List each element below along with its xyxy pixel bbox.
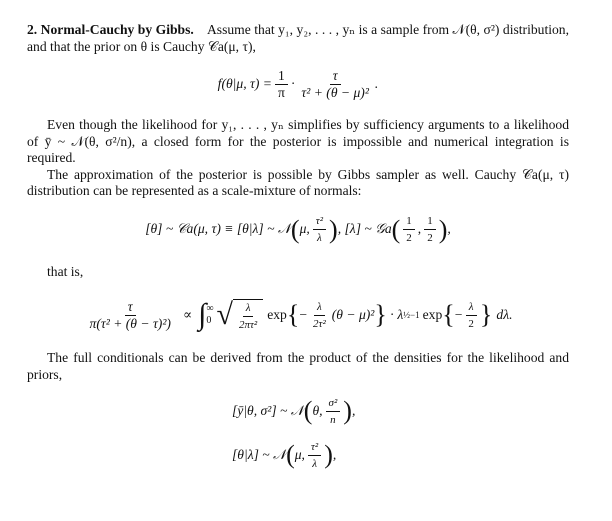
mixture-frac-num: τ² xyxy=(313,214,326,230)
prior-frac1-num: 1 xyxy=(275,69,288,85)
gamma-frac-1 xyxy=(403,214,415,245)
mixture-paren-close: ) xyxy=(329,214,338,244)
propto-symbol: ∝ xyxy=(182,306,193,322)
cond2-frac-den: λ xyxy=(312,457,317,470)
sqrt-frac-num: λ xyxy=(243,301,254,317)
conditional-equation-2 xyxy=(27,435,569,475)
integral-limits xyxy=(206,303,213,327)
intro-text-line2: distribution, and that the prior on θ is Cauchy 𝒞a(μ, τ), xyxy=(27,22,570,54)
conditional-equation-1 xyxy=(27,391,569,431)
gamma-frac1-den: 2 xyxy=(406,232,412,244)
gamma-frac1-num: 1 xyxy=(403,214,415,230)
cond2-paren-close: ) xyxy=(324,440,333,469)
integral-sign: ∫ xyxy=(198,298,207,331)
prior-frac1-den: π xyxy=(277,84,285,100)
intro-text-line1: Assume that y₁, y₂, . . . , yₙ is a sample from 𝒩(θ, σ²) xyxy=(206,22,500,37)
sqrt-frac-den: 2πτ² xyxy=(238,318,258,331)
lambda-exponent: ½−1 xyxy=(403,309,420,320)
cond1-frac xyxy=(326,396,341,427)
cond1-end: , xyxy=(351,402,356,418)
mixture-mu: μ, xyxy=(299,221,310,237)
brace-open-1: { xyxy=(286,300,300,329)
minus-1: − xyxy=(299,306,308,322)
prior-dot: · xyxy=(290,75,296,91)
product-dot: · xyxy=(389,306,395,322)
exp1-frac-den: 2τ² xyxy=(313,317,326,330)
integral-equation xyxy=(27,292,569,338)
gamma-frac-2 xyxy=(424,214,436,245)
sqrt-term xyxy=(217,299,264,332)
exp1-frac xyxy=(310,300,329,331)
prior-frac-2 xyxy=(298,69,372,100)
prior-lhs: f(θ|μ, τ) = xyxy=(217,75,272,91)
cond1-lhs: [ȳ|θ, σ²] ~ 𝒩 xyxy=(232,402,304,418)
mixture-equation xyxy=(27,210,569,250)
exp2-frac-den: 2 xyxy=(468,317,474,330)
sqrt-radicand xyxy=(233,299,263,332)
cond2-paren-open: ( xyxy=(286,440,295,469)
scale-mixture-paragraph: The approximation of the posterior is possible by Gibbs sampler as well. Cauchy 𝒞a(μ, τ) distribution can be represented as a scale-mixture of normals: xyxy=(27,166,569,198)
exp2-frac-num: λ xyxy=(466,300,477,316)
cond1-paren-close: ) xyxy=(343,396,352,425)
mixture-lhs: [θ] ~ 𝒞a(μ, τ) ≡ [θ|λ] ~ 𝒩 xyxy=(145,221,291,237)
integral-upper-limit: ∞ xyxy=(206,303,214,314)
cond1-frac-num: σ² xyxy=(326,396,341,412)
gamma-paren-open: ( xyxy=(391,214,401,244)
sqrt-radical-icon: √ xyxy=(216,298,233,331)
section-heading: 2. Normal-Cauchy by Gibbs. xyxy=(27,22,194,37)
likelihood-paragraph: Even though the likelihood for y₁, . . . , yₙ simplifies by sufficiency arguments to a likelihood of ȳ ~ 𝒩(θ, σ²/n), a closed form for the posterior is impossible and numerical integration is required. xyxy=(27,117,569,165)
gamma-paren-close: ) xyxy=(438,214,448,244)
brace-close-1: } xyxy=(374,300,387,329)
lambda-base: λ xyxy=(397,306,404,322)
cond1-theta: θ, xyxy=(312,402,323,418)
exp-1: exp xyxy=(267,306,287,322)
cond1-frac-den: n xyxy=(330,413,336,426)
integral-lhs-frac xyxy=(87,300,174,331)
gamma-frac2-num: 1 xyxy=(424,214,436,230)
full-conditionals-paragraph: The full conditionals can be derived from the product of the densities for the likelihood and priors, xyxy=(27,350,569,382)
exp-2: exp xyxy=(422,306,443,322)
mixture-frac-den: λ xyxy=(317,232,322,244)
brace-close-2: } xyxy=(479,300,493,329)
brace-open-2: { xyxy=(442,300,455,329)
d-lambda: dλ. xyxy=(496,306,513,322)
gamma-comma: , xyxy=(417,221,422,237)
prior-equation xyxy=(27,65,569,103)
intro-paragraph xyxy=(27,22,569,55)
minus-2: − xyxy=(454,306,463,322)
exp1-rest: (θ − μ)² xyxy=(331,306,375,322)
mixture-mid: , [λ] ~ 𝒢a xyxy=(337,221,392,237)
cond2-frac-num: τ² xyxy=(308,440,321,456)
prior-frac2-num: τ xyxy=(330,69,341,85)
cond2-lhs: [θ|λ] ~ 𝒩 xyxy=(232,446,287,462)
exp2-frac xyxy=(465,300,477,331)
mixture-end: , xyxy=(447,221,451,237)
gamma-frac2-den: 2 xyxy=(427,232,433,244)
exp1-frac-num: λ xyxy=(314,300,325,316)
sqrt-frac xyxy=(236,301,260,332)
mixture-paren-open: ( xyxy=(290,214,300,244)
integral-lhs-num: τ xyxy=(125,300,136,316)
paper-page xyxy=(27,22,569,475)
prior-frac2-den: τ² + (θ − μ)² xyxy=(301,84,369,100)
cond2-end: , xyxy=(332,446,337,462)
integral-lower-limit: 0 xyxy=(206,315,212,326)
cond2-frac xyxy=(308,440,321,471)
integral-lhs-den: π(τ² + (θ − τ)²) xyxy=(89,315,171,331)
that-is-text: that is, xyxy=(47,263,84,279)
prior-end: . xyxy=(374,75,379,91)
mixture-frac xyxy=(313,214,326,245)
cond1-paren-open: ( xyxy=(303,396,313,425)
prior-frac-1 xyxy=(275,69,288,100)
cond2-mu: μ, xyxy=(294,446,305,462)
